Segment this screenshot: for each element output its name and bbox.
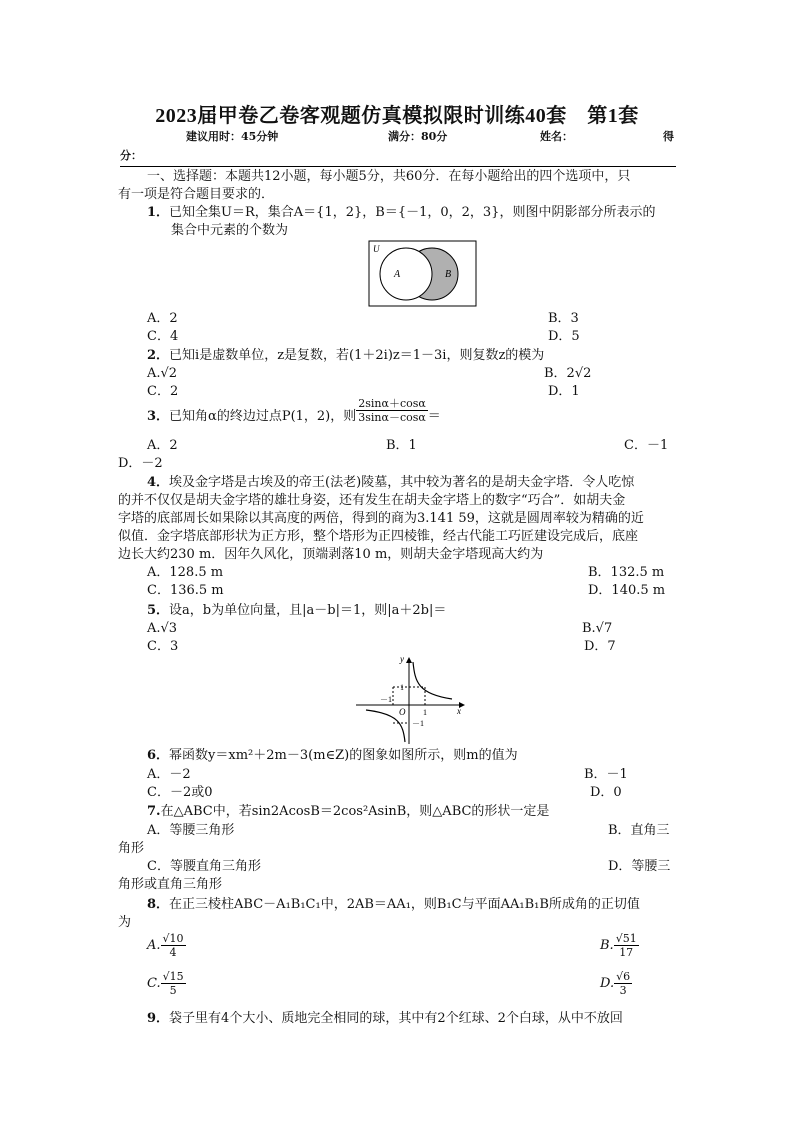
score-label-2: 分： (120, 149, 142, 162)
q4-line-1: 4．埃及金字塔是古埃及的帝王(法老)陵墓，其中较为著名的是胡夫金字塔．令人吃惊 (147, 475, 635, 490)
q1-option-d: D．5 (548, 329, 580, 344)
q3-stem: 3．已知角α的终边过点P(1，2)，则 $\frac{2\sin\alpha+\cos\alpha}{3\sin\alpha-\cos\alpha}$ ＝ (147, 397, 441, 424)
q4-line-5: 边长大约230 m．因年久风化，顶端剥落10 m，则胡夫金字塔现高大约为 (118, 547, 544, 562)
q2-option-b: B．2√2 (544, 366, 592, 381)
q5-option-d: D．7 (584, 639, 616, 654)
q5-option-b: B.√7 (582, 621, 613, 636)
q8-option-a: A. $\frac{√10}{4}$ (147, 932, 184, 959)
power-function-graph (352, 652, 468, 746)
q5-stem: 5．设a，b为单位向量，且|a－b|＝1，则|a＋2b|＝ (147, 603, 447, 618)
q3-fraction: $\frac{2\sin\alpha+\cos\alpha}{3\sin\alpha-\cos\alpha}$ (358, 397, 426, 424)
q7-option-c: C．等腰直角三角形 (147, 859, 261, 874)
full-score: 满分：80分 (388, 130, 448, 143)
q2-option-d: D．1 (548, 384, 580, 399)
section-intro-2: 有一项是符合题目要求的． (118, 187, 275, 202)
page-title: 2023届甲卷乙卷客观题仿真模拟限时训练40套 第1套 (155, 105, 639, 127)
q4-line-2: 的并不仅仅是胡夫金字塔的雄壮身姿，还有发生在胡夫金字塔上的数字“巧合”．如胡夫金 (118, 493, 626, 508)
svg-text:O: O (399, 707, 406, 717)
q2-option-a: A.√2 (147, 366, 178, 381)
q4-line-4: 似值．金字塔底部形状为正方形，整个塔形为正四棱锥，经古代能工巧匠建设完成后，底座 (118, 529, 639, 544)
q7-option-d-wrap: 角形或直角三角形 (118, 877, 223, 892)
q2-stem: 2．已知i是虚数单位，z是复数，若(1＋2i)z＝1－3i，则复数z的模为 (147, 348, 545, 363)
svg-text:1: 1 (423, 708, 427, 717)
svg-text:－1: －1 (412, 719, 424, 728)
venn-diagram (368, 240, 478, 308)
q8-option-c: C. $\frac{√15}{5}$ (147, 970, 184, 997)
q1-option-a: A．2 (147, 311, 178, 326)
header-divider (120, 166, 676, 167)
q7-stem: 7.在△ABC中，若sin2AcosB＝2cos²AsinB，则△ABC的形状一定是 (147, 804, 550, 819)
q3-option-c: C．－1 (624, 438, 669, 453)
q5-option-c: C．3 (147, 639, 179, 654)
svg-text:1: 1 (400, 683, 404, 692)
q1-option-c: C．4 (147, 329, 179, 344)
q8-stem-wrap: 为 (118, 915, 132, 930)
svg-text:x: x (457, 706, 461, 716)
q7-option-d: D．等腰三 (608, 859, 671, 874)
svg-text:A: A (394, 269, 401, 280)
q8-option-d: D. $\frac{√6}{3}$ (600, 970, 631, 997)
svg-text:－1: －1 (380, 695, 392, 704)
q4-line-3: 字塔的底部周长如果除以其高度的两倍，得到的商为3.141 59，这就是圆周率较为精确的近 (118, 511, 644, 526)
q4-option-a: A．128.5 m (147, 565, 224, 580)
svg-text:U: U (373, 244, 380, 254)
name-label: 姓名： (540, 130, 573, 143)
q9-stem: 9．袋子里有4个大小、质地完全相同的球，其中有2个红球、2个白球，从中不放回 (147, 1011, 623, 1026)
q6-option-a: A．－2 (147, 767, 191, 782)
suggested-time: 建议用时：45分钟 (186, 130, 279, 143)
q3-option-d: D．－2 (118, 456, 163, 471)
q1-line-2: 集合中元素的个数为 (171, 223, 289, 238)
q6-option-d: D．0 (590, 785, 622, 800)
svg-text:B: B (445, 269, 452, 280)
q3-option-b: B．1 (386, 438, 417, 453)
q4-option-d: D．140.5 m (588, 583, 666, 598)
score-label-1: 得 (663, 130, 674, 143)
q6-stem: 6．幂函数y＝xm²＋2m－3(m∈Z)的图象如图所示，则m的值为 (147, 748, 518, 763)
q3-option-a: A．2 (147, 438, 178, 453)
q7-option-b-wrap: 角形 (118, 841, 145, 856)
q6-option-b: B．－1 (584, 767, 628, 782)
q7-option-a: A．等腰三角形 (147, 823, 235, 838)
q7-option-b: B．直角三 (608, 823, 670, 838)
q4-option-c: C．136.5 m (147, 583, 224, 598)
q4-option-b: B．132.5 m (588, 565, 665, 580)
q6-option-c: C．－2或0 (147, 785, 213, 800)
section-intro-1: 一、选择题：本题共12小题，每小题5分，共60分．在每小题给出的四个选项中，只 (147, 169, 631, 184)
curve-right-branch (413, 662, 452, 699)
q5-option-a: A.√3 (147, 621, 178, 636)
q8-option-b: B. $\frac{√51}{17}$ (600, 932, 637, 959)
svg-text:y: y (400, 654, 404, 664)
q8-stem: 8．在正三棱柱ABC－A₁B₁C₁中，2AB＝AA₁，则B₁C与平面AA₁B₁B所成角的正切值 (147, 897, 640, 912)
set-a-circle (380, 248, 432, 300)
q2-option-c: C．2 (147, 384, 179, 399)
q1-option-b: B．3 (548, 311, 579, 326)
q1-line-1: 1．已知全集U＝R，集合A＝{1，2}，B＝{－1，0，2，3}，则图中阴影部分所表示的 (147, 205, 656, 220)
